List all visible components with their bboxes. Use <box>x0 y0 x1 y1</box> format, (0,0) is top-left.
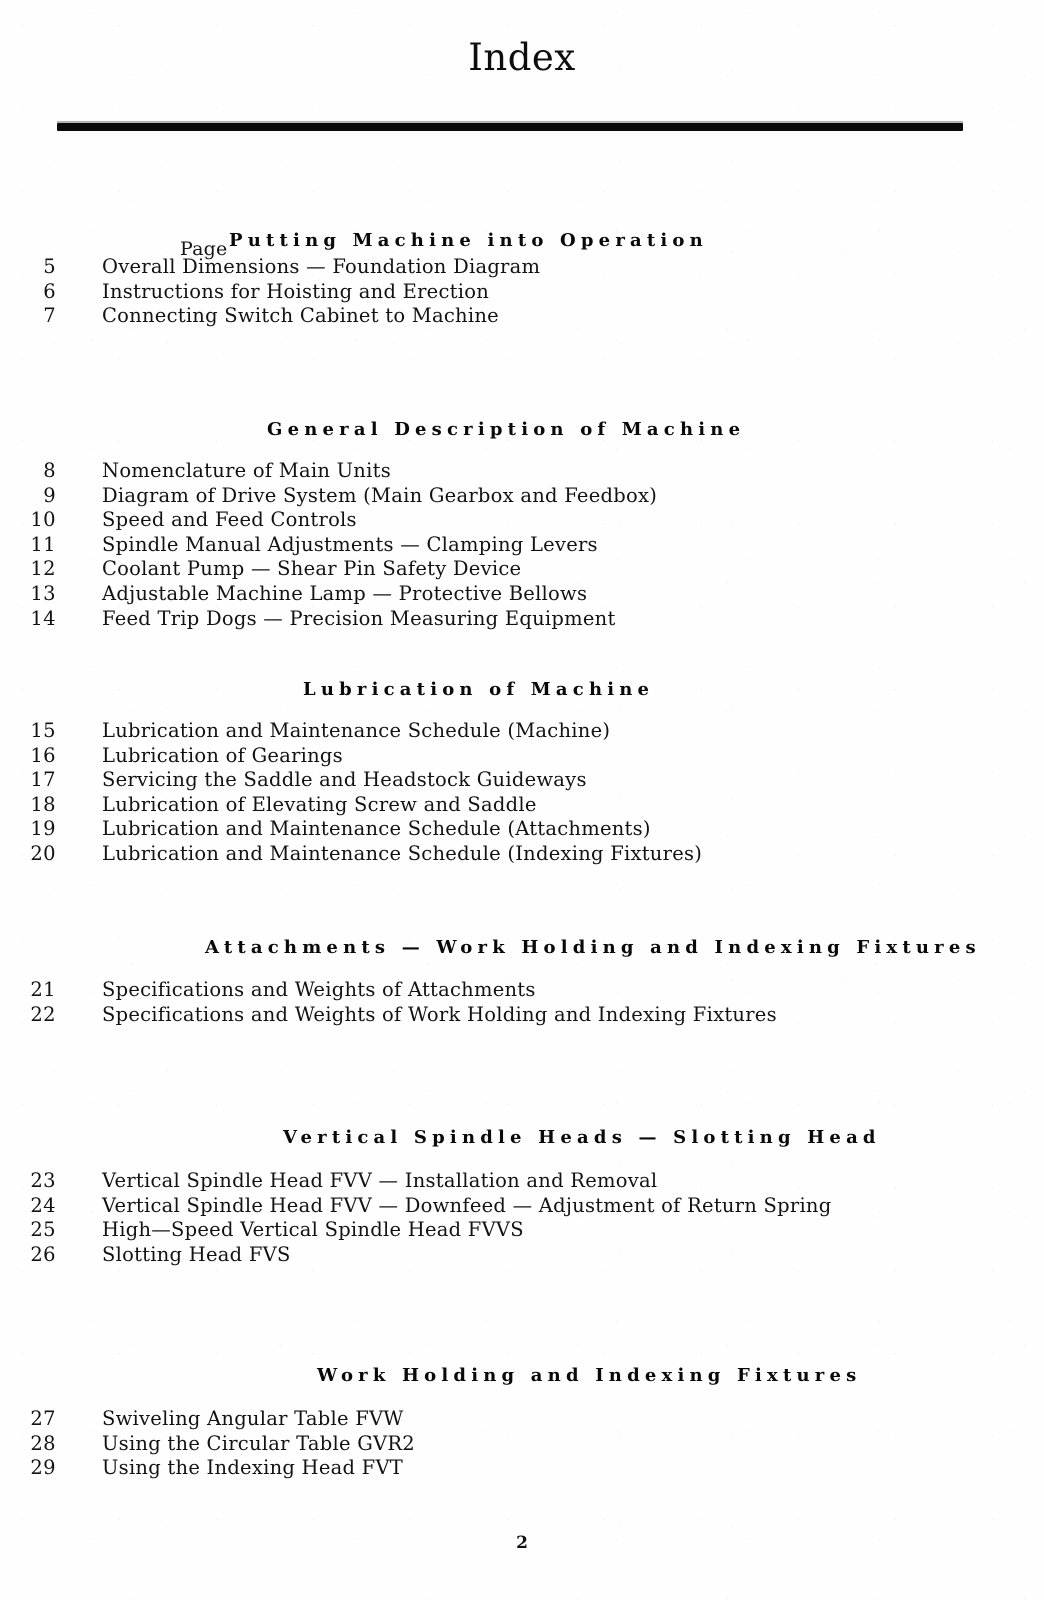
index-entry-title: Servicing the Saddle and Headstock Guideways <box>102 768 587 792</box>
index-entry-list <box>0 1407 1044 1481</box>
index-entry-page-number: 29 <box>30 1456 56 1480</box>
index-entry[interactable] <box>0 484 1044 509</box>
index-entry-page-number: 22 <box>30 1002 56 1026</box>
index-entry-title: Swiveling Angular Table FVW <box>102 1407 404 1430</box>
index-entry-list <box>0 459 1044 631</box>
index-entry-title: Overall Dimensions — Foundation Diagram <box>102 255 541 278</box>
index-entry-title: Slotting Head FVS <box>102 1242 291 1266</box>
index-entry-page-number: 10 <box>30 508 56 532</box>
index-entry[interactable] <box>0 607 1044 632</box>
index-entry[interactable] <box>0 557 1044 582</box>
index-entry-list <box>0 1169 1044 1267</box>
section-heading: Vertical Spindle Heads — Slotting Head <box>283 1127 881 1148</box>
index-entry[interactable] <box>0 1456 1044 1481</box>
index-entry[interactable] <box>0 1407 1044 1432</box>
index-entry[interactable] <box>0 978 1044 1003</box>
index-entry-list <box>0 719 1044 867</box>
index-entry-title: Vertical Spindle Head FVV — Downfeed — Adjustment of Return Spring <box>102 1193 832 1217</box>
index-entry-title: Lubrication of Elevating Screw and Saddle <box>102 792 537 816</box>
index-entry[interactable] <box>0 1194 1044 1219</box>
index-entry[interactable] <box>0 1432 1044 1457</box>
index-entry-title: Instructions for Hoisting and Erection <box>102 279 490 303</box>
index-entry-page-number: 25 <box>30 1218 56 1242</box>
index-entry[interactable] <box>0 508 1044 533</box>
index-entry-title: Lubrication and Maintenance Schedule (Machine) <box>102 719 611 742</box>
index-entry-page-number: 8 <box>43 459 56 482</box>
index-entry-page-number: 12 <box>30 557 56 581</box>
index-section <box>0 1127 1044 1267</box>
index-entry-title: Nomenclature of Main Units <box>102 459 391 482</box>
section-heading: Attachments — Work Holding and Indexing Fixtures <box>205 937 981 958</box>
index-entry-page-number: 24 <box>30 1193 56 1217</box>
index-entry-page-number: 19 <box>30 817 56 841</box>
index-entry-page-number: 21 <box>30 978 56 1001</box>
index-entry-page-number: 15 <box>30 719 56 742</box>
index-entry-title: Feed Trip Dogs — Precision Measuring Equipment <box>102 606 616 630</box>
page-column-label: Page <box>180 238 228 260</box>
index-entry[interactable] <box>0 1003 1044 1028</box>
index-entry-title: Lubrication of Gearings <box>102 743 343 767</box>
index-entry[interactable] <box>0 817 1044 842</box>
index-entry[interactable] <box>0 280 1044 305</box>
index-entry[interactable] <box>0 255 1044 280</box>
index-entry-title: Speed and Feed Controls <box>102 508 357 532</box>
index-entry-page-number: 6 <box>43 279 56 303</box>
index-entry-page-number: 17 <box>30 768 56 792</box>
index-entry[interactable] <box>0 744 1044 769</box>
index-entry-title: High—Speed Vertical Spindle Head FVVS <box>102 1218 524 1242</box>
index-entry-page-number: 23 <box>30 1169 56 1192</box>
index-entry-title: Specifications and Weights of Work Holding and Indexing Fixtures <box>102 1002 777 1026</box>
index-section <box>0 419 1044 631</box>
page-title: Index <box>468 36 576 79</box>
index-section <box>0 230 1044 329</box>
index-section <box>0 1365 1044 1481</box>
index-entry[interactable] <box>0 1169 1044 1194</box>
index-entry-title: Using the Indexing Head FVT <box>102 1456 404 1480</box>
folio-page-number: 2 <box>516 1533 528 1553</box>
index-entry-page-number: 18 <box>30 792 56 816</box>
index-entry-page-number: 5 <box>43 255 56 278</box>
index-entry-page-number: 27 <box>30 1407 56 1430</box>
index-entry-list <box>0 255 1044 329</box>
index-entry-page-number: 26 <box>30 1242 56 1266</box>
index-entry-title: Connecting Switch Cabinet to Machine <box>102 304 499 328</box>
index-entry[interactable] <box>0 1218 1044 1243</box>
index-entry-page-number: 14 <box>30 606 56 630</box>
index-entry-page-number: 16 <box>30 743 56 767</box>
index-entry-page-number: 20 <box>30 841 56 865</box>
index-entry-title: Using the Circular Table GVR2 <box>102 1431 415 1455</box>
index-entry-title: Lubrication and Maintenance Schedule (Attachments) <box>102 817 651 841</box>
index-entry[interactable] <box>0 304 1044 329</box>
index-entry[interactable] <box>0 768 1044 793</box>
section-heading: Work Holding and Indexing Fixtures <box>317 1365 862 1386</box>
index-section <box>0 679 1044 867</box>
index-entry-title: Lubrication and Maintenance Schedule (Indexing Fixtures) <box>102 841 703 865</box>
index-entry-page-number: 7 <box>43 304 56 328</box>
index-entry[interactable] <box>0 459 1044 484</box>
index-entry[interactable] <box>0 793 1044 818</box>
index-entry[interactable] <box>0 582 1044 607</box>
index-entry-title: Adjustable Machine Lamp — Protective Bellows <box>102 581 588 605</box>
index-entry-title: Coolant Pump — Shear Pin Safety Device <box>102 557 522 581</box>
section-heading: General Description of Machine <box>267 419 746 440</box>
index-entry-page-number: 11 <box>30 532 56 556</box>
index-section <box>0 937 1044 1027</box>
index-entry[interactable] <box>0 1243 1044 1268</box>
index-entry[interactable] <box>0 719 1044 744</box>
index-entry-list <box>0 978 1044 1027</box>
section-heading: Lubrication of Machine <box>303 679 655 700</box>
index-entry[interactable] <box>0 842 1044 867</box>
index-entry[interactable] <box>0 533 1044 558</box>
index-entry-title: Diagram of Drive System (Main Gearbox and Feedbox) <box>102 483 658 507</box>
section-heading: Putting Machine into Operation <box>229 230 708 251</box>
index-entry-title: Spindle Manual Adjustments — Clamping Levers <box>102 532 598 556</box>
index-entry-page-number: 9 <box>43 483 56 507</box>
index-entry-page-number: 28 <box>30 1431 56 1455</box>
title-divider-rule <box>57 123 963 131</box>
index-entry-title: Specifications and Weights of Attachments <box>102 978 536 1001</box>
index-entry-page-number: 13 <box>30 581 56 605</box>
index-entry-title: Vertical Spindle Head FVV — Installation and Removal <box>102 1169 658 1192</box>
